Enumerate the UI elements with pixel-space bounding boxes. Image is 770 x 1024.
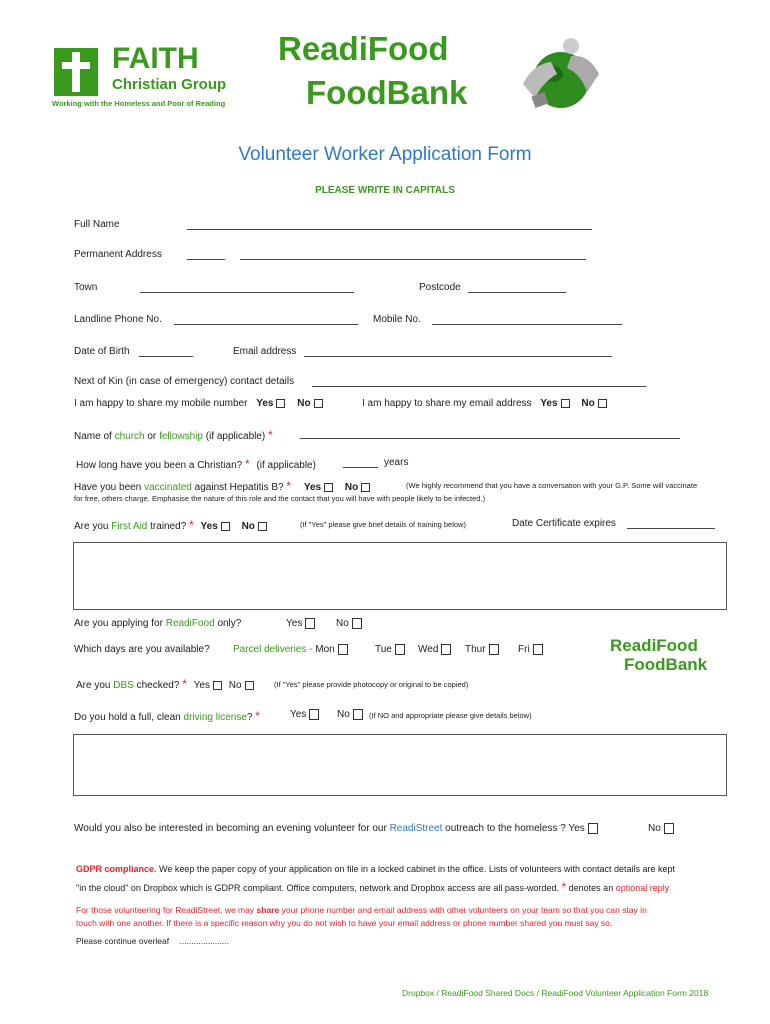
rs-no-label: No xyxy=(648,823,661,835)
drv-label-1: Do you hold a full, clean xyxy=(74,712,181,723)
continue-label: Please continue overleaf xyxy=(76,936,170,946)
faith-logo-line2: Christian Group xyxy=(112,76,227,93)
share-line-1 xyxy=(76,905,647,915)
gdpr-denotes: denotes an xyxy=(568,883,614,893)
gdpr-text-1: We keep the paper copy of your application on file in a locked cabinet in the office. Lists of volunteers with contact details are kept xyxy=(159,864,676,874)
vacc-label-1: Have you been xyxy=(74,482,142,493)
fa-date-field[interactable] xyxy=(627,519,715,529)
landline-field[interactable] xyxy=(174,315,358,325)
readifood-logo-line2: FoodBank xyxy=(306,74,468,111)
full-name-field[interactable] xyxy=(187,220,592,230)
fa-no-checkbox[interactable] xyxy=(258,522,267,531)
dbs-label-2: checked? xyxy=(136,680,180,691)
town-field[interactable] xyxy=(140,283,354,293)
drv-note: (If NO and appropriate please give details below) xyxy=(369,711,532,720)
fa-yes-checkbox[interactable] xyxy=(221,522,230,531)
gdpr-heading: GDPR compliance. xyxy=(76,864,157,874)
rs-no xyxy=(648,823,674,834)
next-of-kin-field[interactable] xyxy=(312,377,646,387)
rf-yes-checkbox[interactable] xyxy=(305,618,315,629)
rf-no-label: No xyxy=(336,618,349,630)
share-email-label: I am happy to share my email address xyxy=(362,398,532,409)
share-mobile-yes-label: Yes xyxy=(256,398,274,409)
share-mobile-row xyxy=(74,398,323,409)
gdpr-text-2: "in the cloud" on Dropbox which is GDPR compliant. Office computers, network and Dropbox access are all pass-worded. xyxy=(76,883,559,893)
cross-icon xyxy=(50,44,102,100)
drv-label-2: ? xyxy=(246,712,253,723)
postcode-field[interactable] xyxy=(468,283,566,293)
first-aid-details-box[interactable] xyxy=(73,542,727,610)
dbs-label-1: Are you xyxy=(76,680,111,691)
tue-checkbox[interactable] xyxy=(395,644,405,655)
drv-no-label: No xyxy=(337,709,350,721)
fa-note: (If "Yes" please give brief details of training below) xyxy=(300,520,466,529)
fri-label: Fri xyxy=(518,644,530,656)
vacc-note-2: for free, others charge. Emphasise the nature of this role and the contact that you will have with people likely to be infected.) xyxy=(74,494,486,503)
optional-asterisk: * xyxy=(268,428,273,442)
fri-checkbox[interactable] xyxy=(533,644,543,655)
christian-years-field[interactable] xyxy=(343,458,378,468)
dob-field[interactable] xyxy=(139,347,193,357)
share-line-2: touch with one another. If there is a specific reason why you do not wish to have your email address or phone number shared you must say so. xyxy=(76,918,613,928)
share-word: share xyxy=(256,905,280,915)
share-text-b: your phone number and email address with other volunteers on your team so that you can stay in xyxy=(281,905,647,915)
rf-no-checkbox[interactable] xyxy=(352,618,362,629)
vacc-yes-checkbox[interactable] xyxy=(324,483,333,492)
full-name-label: Full Name xyxy=(74,219,120,230)
rs-word: ReadiStreet xyxy=(389,823,443,835)
church-label-1: Name of xyxy=(74,431,112,442)
optional-asterisk: * xyxy=(189,518,194,532)
address-field-2[interactable] xyxy=(240,250,586,260)
email-label: Email address xyxy=(233,346,297,357)
continue-dots: ..................... xyxy=(179,936,230,946)
share-text-a: For those volunteering for ReadiStreet, we may xyxy=(76,905,255,915)
faith-logo-tagline: Working with the Homeless and Poor of Reading xyxy=(52,99,226,108)
days-label: Which days are you available? xyxy=(74,644,210,655)
rf-no xyxy=(336,618,362,629)
small-logo-line2: FoodBank xyxy=(624,655,708,674)
rf-yes-label: Yes xyxy=(286,618,303,630)
optional-asterisk: * xyxy=(286,479,292,493)
dbs-note: (If "Yes" please provide photocopy or original to be copied) xyxy=(274,680,469,689)
drv-yes xyxy=(290,709,319,720)
dbs-no-label: No xyxy=(228,680,242,691)
years-label: years xyxy=(384,457,409,468)
tue-label: Tue xyxy=(375,644,392,656)
rf-yes xyxy=(286,618,315,629)
fa-no-label: No xyxy=(241,521,255,532)
dbs-yes-label: Yes xyxy=(193,680,210,691)
landline-label: Landline Phone No. xyxy=(74,314,162,325)
share-mobile-no-checkbox[interactable] xyxy=(314,399,323,408)
readifood-only-row xyxy=(74,618,241,629)
wed-label: Wed xyxy=(418,644,439,656)
thur-checkbox[interactable] xyxy=(489,644,499,655)
address-field-1[interactable] xyxy=(187,250,225,260)
gdpr-line-1 xyxy=(76,864,675,874)
optional-asterisk: * xyxy=(182,677,187,691)
share-mobile-no-label: No xyxy=(297,398,311,409)
fa-label-1: Are you xyxy=(74,521,109,532)
optional-asterisk: * xyxy=(561,880,567,894)
dbs-word: DBS xyxy=(113,680,134,691)
fellowship-word: fellowship xyxy=(159,431,203,442)
vacc-no-label: No xyxy=(344,482,359,493)
mobile-field[interactable] xyxy=(432,315,622,325)
email-field[interactable] xyxy=(304,347,612,357)
drv-yes-label: Yes xyxy=(290,709,307,721)
faith-logo-line1: FAITH xyxy=(112,42,199,75)
share-email-no-checkbox[interactable] xyxy=(598,399,607,408)
rs-yes-label: Yes xyxy=(568,823,585,835)
driving-details-box[interactable] xyxy=(73,734,727,796)
rs-label-1: Would you also be interested in becoming an evening volunteer for our xyxy=(74,823,387,835)
share-email-yes-label: Yes xyxy=(540,398,558,409)
thur-label: Thur xyxy=(465,644,486,656)
christian-label-1: How long have you been a Christian? xyxy=(76,460,243,471)
vacc-word: vaccinated xyxy=(144,482,192,493)
parcel-dash: - xyxy=(309,644,313,656)
vacc-label-2: against Hepatitis B? xyxy=(194,482,284,493)
tue-row xyxy=(375,644,405,655)
drv-no-checkbox[interactable] xyxy=(353,709,363,720)
share-email-row xyxy=(362,398,607,409)
drv-word: driving license xyxy=(183,712,247,723)
mon-label: Mon xyxy=(315,644,335,656)
share-email-yes-checkbox[interactable] xyxy=(561,399,570,408)
drv-yes-checkbox[interactable] xyxy=(309,709,319,720)
share-mobile-yes-checkbox[interactable] xyxy=(276,399,285,408)
rs-yes-checkbox[interactable] xyxy=(588,823,598,834)
parcel-row xyxy=(233,644,348,655)
wed-row xyxy=(418,644,451,655)
footer-path: Dropbox / ReadiFood Shared Docs / ReadiFood Volunteer Application Form 2018 xyxy=(402,988,709,998)
page-title: Volunteer Worker Application Form xyxy=(238,144,532,165)
town-label: Town xyxy=(74,282,98,293)
first-aid-row xyxy=(74,518,267,532)
rs-label-2: outreach to the homeless ? xyxy=(445,823,566,835)
continue-row xyxy=(76,936,229,946)
thur-row xyxy=(465,644,499,655)
church-or: or xyxy=(147,431,157,442)
fa-word: First Aid xyxy=(111,521,148,532)
driving-row xyxy=(74,709,260,723)
readifood-logo-line1: ReadiFood xyxy=(278,30,449,67)
share-mobile-label: I am happy to share my mobile number xyxy=(74,398,248,409)
page-subtitle: PLEASE WRITE IN CAPITALS xyxy=(315,185,455,196)
fa-yes-label: Yes xyxy=(200,521,218,532)
dbs-yes-checkbox[interactable] xyxy=(213,681,222,690)
optional-asterisk: * xyxy=(255,709,260,723)
optional-asterisk: * xyxy=(245,457,250,471)
fa-date-label: Date Certificate expires xyxy=(512,518,616,529)
gdpr-optional: optional reply xyxy=(615,883,670,893)
fa-label-2: trained? xyxy=(150,521,187,532)
church-word: church xyxy=(114,431,145,442)
dob-label: Date of Birth xyxy=(74,346,130,357)
hands-globe-icon xyxy=(513,34,603,114)
parcel-word: Parcel deliveries xyxy=(233,644,307,656)
small-logo-line1: ReadiFood xyxy=(610,636,698,655)
rf-label-1: Are you applying for xyxy=(74,618,163,629)
readifood-logo xyxy=(278,30,608,120)
vacc-note-1: (We highly recommend that you have a conversation with your G.P. Some will vaccinate xyxy=(406,481,698,490)
next-of-kin-label: Next of Kin (in case of emergency) contact details xyxy=(74,376,295,387)
gdpr-line-2 xyxy=(76,880,669,894)
readistreet-row xyxy=(74,823,598,834)
vacc-yes-label: Yes xyxy=(303,482,322,493)
permanent-address-label: Permanent Address xyxy=(74,249,162,260)
rs-no-checkbox[interactable] xyxy=(664,823,674,834)
dbs-row xyxy=(76,677,254,691)
church-label-2: (if applicable) xyxy=(205,431,266,442)
rf-label-2: only? xyxy=(217,618,242,629)
faith-logo xyxy=(50,44,240,110)
church-row xyxy=(74,428,273,442)
readifood-small-logo xyxy=(610,636,707,674)
rf-word: ReadiFood xyxy=(165,618,215,629)
mon-checkbox[interactable] xyxy=(338,644,348,655)
drv-no xyxy=(337,709,363,720)
vaccinated-row xyxy=(74,479,370,493)
wed-checkbox[interactable] xyxy=(441,644,451,655)
christian-label-2: (if applicable) xyxy=(256,460,316,471)
fri-row xyxy=(518,644,543,655)
church-field[interactable] xyxy=(300,429,680,439)
vacc-no-checkbox[interactable] xyxy=(361,483,370,492)
mobile-label: Mobile No. xyxy=(373,314,421,325)
christian-row xyxy=(76,457,316,471)
share-email-no-label: No xyxy=(581,398,595,409)
postcode-label: Postcode xyxy=(419,282,461,293)
dbs-no-checkbox[interactable] xyxy=(245,681,254,690)
